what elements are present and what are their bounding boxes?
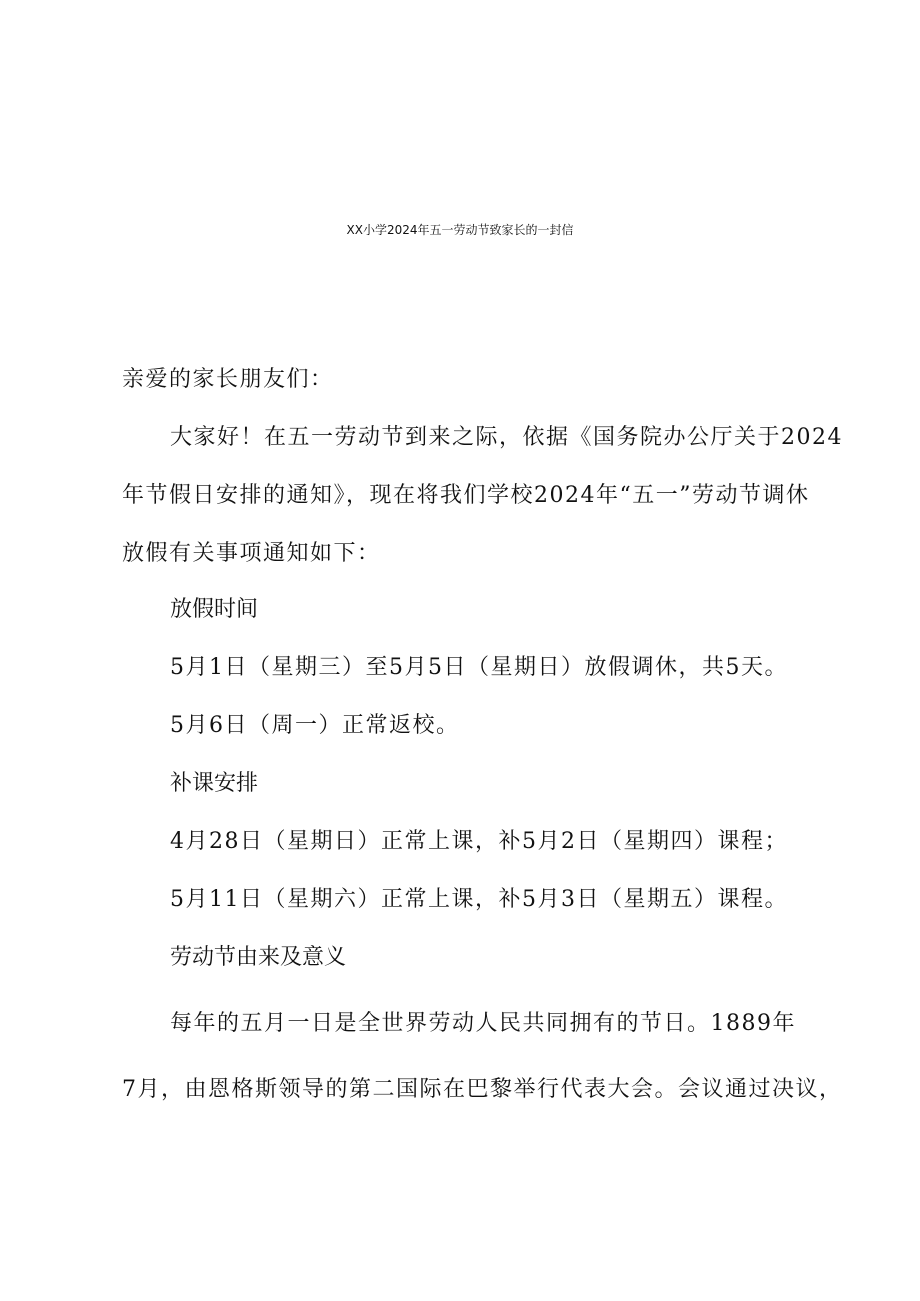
section-heading-holiday: 放假时间 — [170, 597, 259, 622]
origin-line-1: 每年的五月一日是全世界劳动人民共同拥有的节日。1889年 — [170, 1011, 796, 1036]
section-heading-makeup: 补课安排 — [170, 771, 259, 796]
holiday-line-2: 5月6日（周一）正常返校。 — [170, 713, 460, 738]
makeup-line-2: 5月11日（星期六）正常上课，补5月3日（星期五）课程。 — [170, 887, 788, 912]
holiday-line-1: 5月1日（星期三）至5月5日（星期日）放假调休，共5天。 — [170, 655, 788, 680]
section-heading-origin: 劳动节由来及意义 — [170, 945, 347, 970]
makeup-line-1: 4月28日（星期日）正常上课，补5月2日（星期四）课程； — [170, 829, 788, 854]
origin-line-2: 7月，由恩格斯领导的第二国际在巴黎举行代表大会。会议通过决议， — [122, 1077, 843, 1102]
salutation: 亲爱的家长朋友们： — [122, 367, 334, 392]
intro-line-1: 大家好！在五一劳动节到来之际，依据《国务院办公厅关于2024 — [170, 425, 843, 450]
document-title: XX小学2024年五一劳动节致家长的一封信 — [346, 223, 574, 237]
intro-line-3: 放假有关事项通知如下： — [122, 541, 381, 566]
intro-line-2: 年节假日安排的通知》，现在将我们学校2024年“五一”劳动节调休 — [122, 483, 810, 508]
